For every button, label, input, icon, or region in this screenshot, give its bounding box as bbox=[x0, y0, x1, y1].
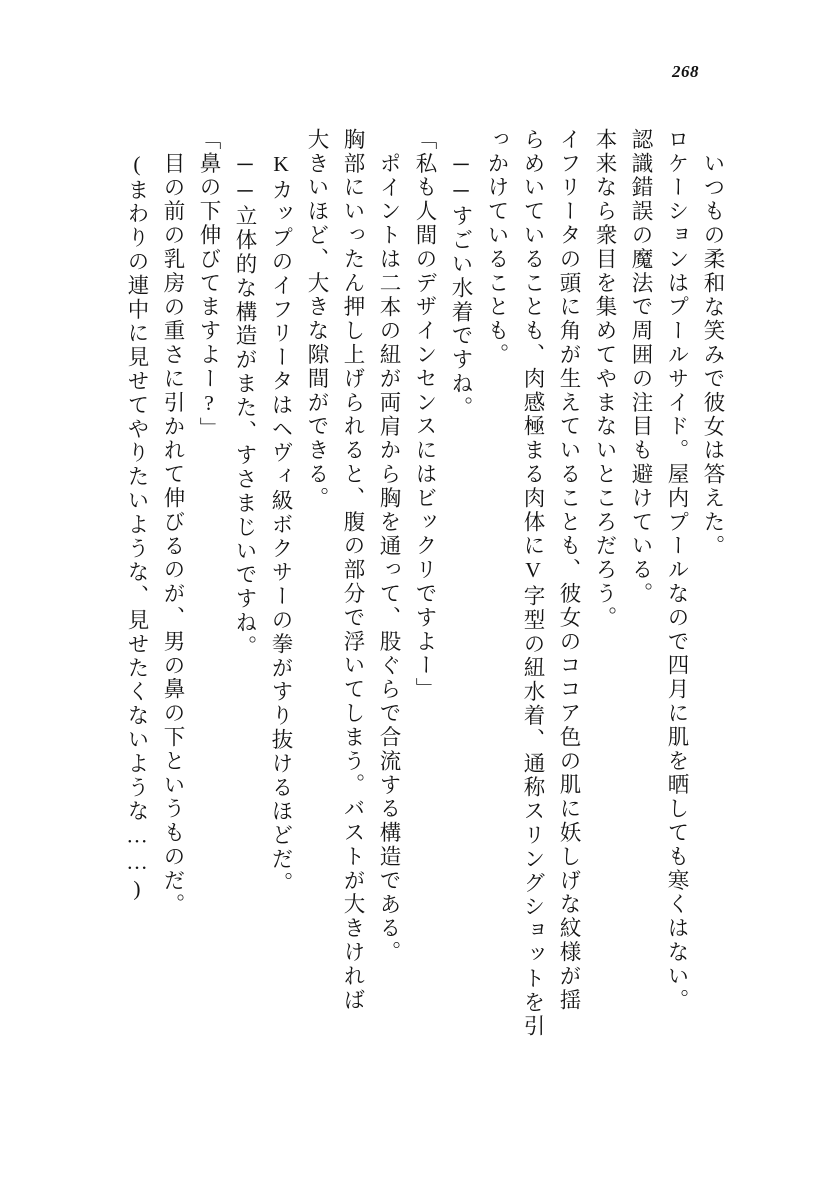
text-line: 大きいほど、大きな隙間ができる。 bbox=[305, 128, 329, 511]
text-line: っかけていることも。 bbox=[485, 128, 509, 367]
text-line: 目の前の乳房の重さに引かれて伸びるのが、男の鼻の下というものだ。 bbox=[161, 152, 185, 917]
text-line: Kカップのイフリータはヘヴィ級ボクサーの拳がすり抜けるほどだ。 bbox=[269, 152, 293, 896]
text-line: ──すごい水着ですね。 bbox=[449, 152, 473, 420]
text-line: 「鼻の下伸びてますよー?」 bbox=[197, 128, 221, 442]
text-line: 「私も人間のデザインセンスにはビックリですよー」 bbox=[413, 128, 437, 702]
page-body-text bbox=[96, 128, 731, 1086]
text-line: 本来なら衆目を集めてやまないところだろう。 bbox=[593, 128, 617, 630]
text-line: ロケーションはプールサイド。屋内プールなので四月に肌を晒しても寒くはない。 bbox=[665, 128, 689, 1013]
text-line: ──立体的な構造がまた、すさまじいですね。 bbox=[233, 152, 257, 659]
text-line: ポイントは二本の紐が両肩から胸を通って、股ぐらで合流する構造である。 bbox=[377, 152, 401, 965]
page-number: 268 bbox=[672, 62, 699, 81]
text-line: らめいていることも、肉感極まる肉体にV字型の紐水着、通称スリングショットを引 bbox=[521, 128, 545, 1039]
text-line: 胸部にいったん押し上げられると、腹の部分で浮いてしまう。バストが大きければ bbox=[341, 128, 365, 1013]
text-line: イフリータの頭に角が生えていることも、彼女のココア色の肌に妖しげな紋様が揺 bbox=[557, 128, 581, 1013]
text-line: いつもの柔和な笑みで彼女は答えた。 bbox=[701, 152, 725, 559]
text-line: (まわりの連中に見せてやりたいような、見せたくないような……) bbox=[125, 152, 149, 903]
text-line: 認識錯誤の魔法で周囲の注目も避けている。 bbox=[629, 128, 653, 606]
